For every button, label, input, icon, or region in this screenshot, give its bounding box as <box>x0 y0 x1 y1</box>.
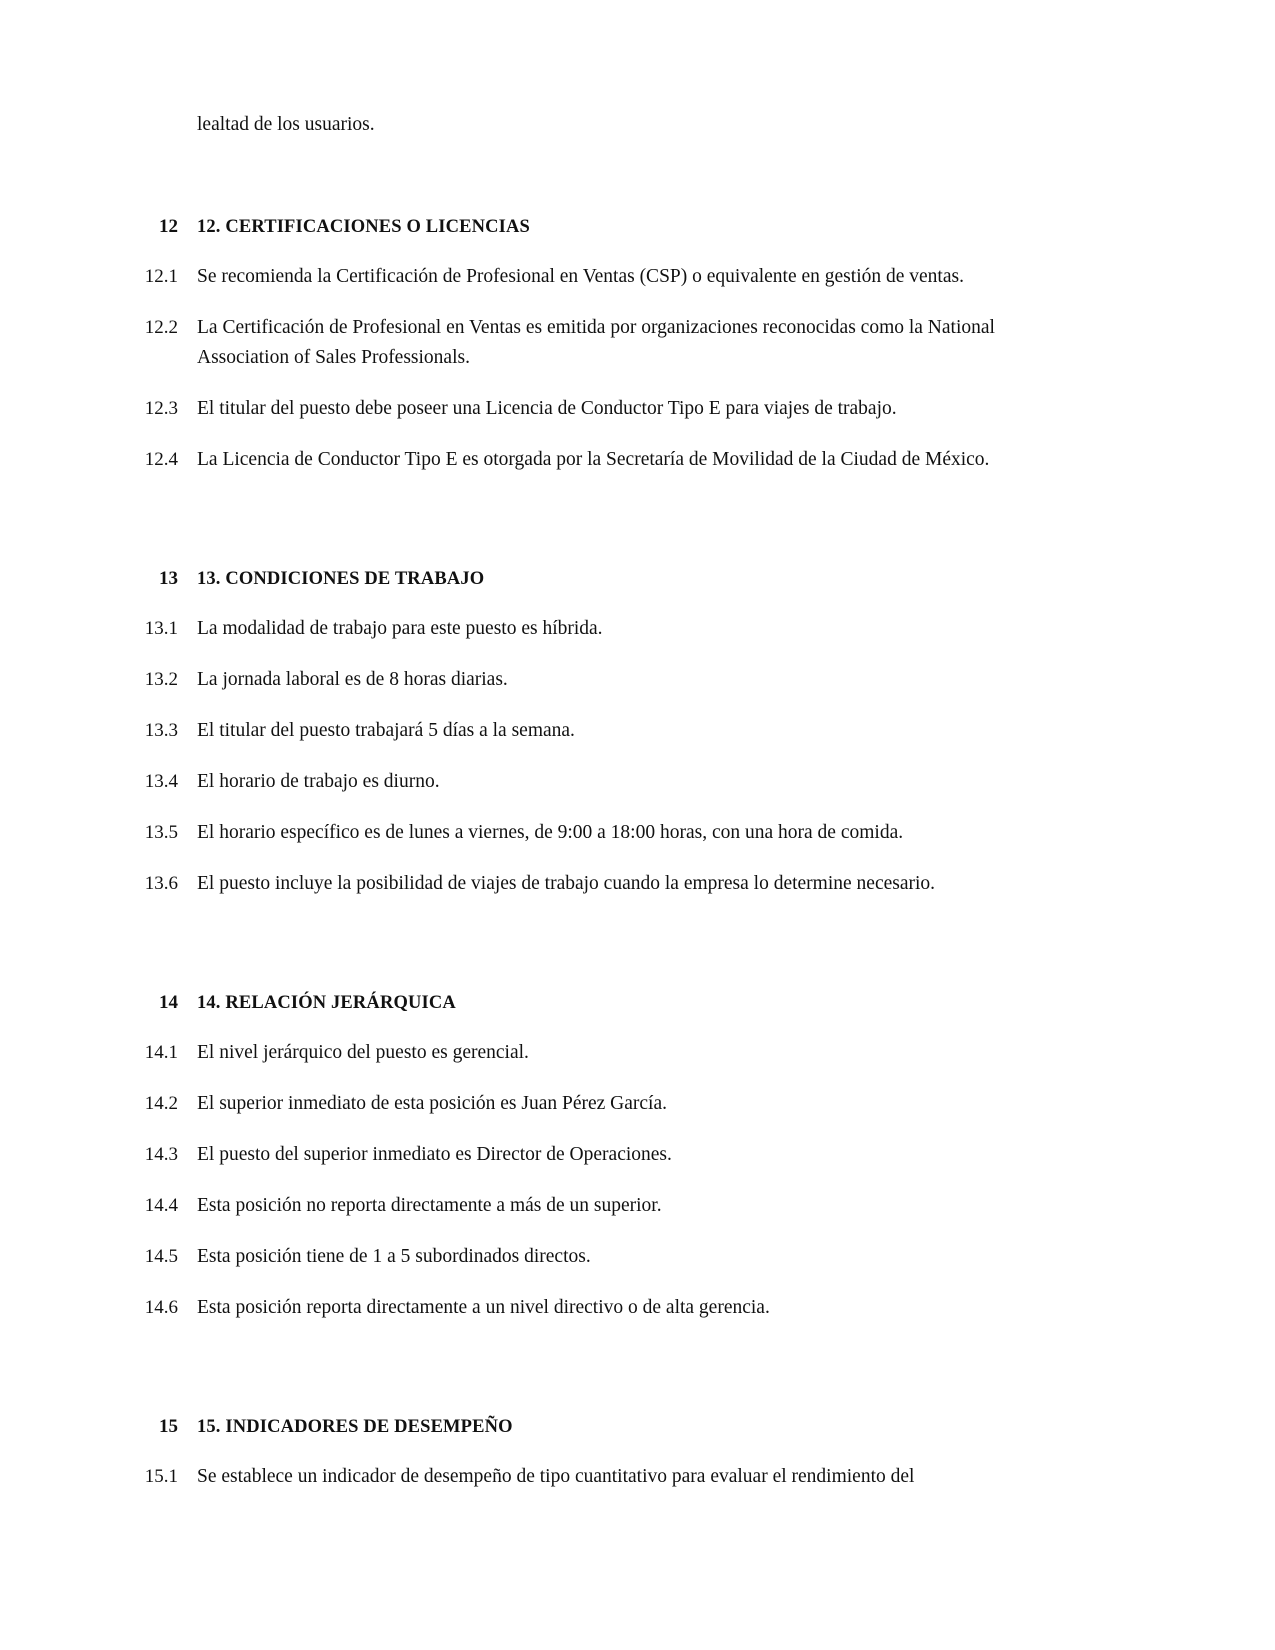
section-title-12: 12. CERTIFICACIONES O LICENCIAS <box>197 217 530 237</box>
clause-text: El nivel jerárquico del puesto es gerencial. <box>197 1042 529 1063</box>
clause-12-2 <box>0 313 1275 373</box>
clause-12-1 <box>0 262 1275 292</box>
clause-13-5 <box>0 818 1275 848</box>
clause-text: El puesto del superior inmediato es Director de Operaciones. <box>197 1144 672 1165</box>
section-number-15: 15 <box>159 1416 178 1437</box>
clause-text: El horario específico es de lunes a viernes, de 9:00 a 18:00 horas, con una hora de comida. <box>197 822 904 843</box>
section-number-13: 13 <box>159 568 178 589</box>
spacer-before-section-15 <box>0 1344 1275 1412</box>
clause-text: La modalidad de trabajo para este puesto es híbrida. <box>197 618 603 639</box>
clause-13-1 <box>0 614 1275 644</box>
clause-text: El puesto incluye la posibilidad de viajes de trabajo cuando la empresa lo determine necesario. <box>197 873 936 894</box>
spacer-after-heading-14 <box>0 1018 1275 1038</box>
clause-text: Se recomienda la Certificación de Profesional en Ventas (CSP) o equivalente en gestión de ventas. <box>197 266 964 287</box>
clause-number: 12.3 <box>144 398 178 419</box>
section-title-13: 13. CONDICIONES DE TRABAJO <box>197 569 485 589</box>
clause-text: Esta posición tiene de 1 a 5 subordinados directos. <box>197 1246 591 1267</box>
clause-text: Esta posición reporta directamente a un nivel directivo o de alta gerencia. <box>197 1297 770 1318</box>
section-heading-12 <box>0 212 1275 242</box>
clause-number: 13.2 <box>144 669 178 690</box>
section-heading-14 <box>0 988 1275 1018</box>
clause-number: 15.1 <box>144 1466 178 1487</box>
section-heading-15 <box>0 1412 1275 1442</box>
clause-number: 13.3 <box>144 720 178 741</box>
clause-13-3 <box>0 716 1275 746</box>
clause-12-4 <box>0 445 1275 475</box>
clause-14-2 <box>0 1089 1275 1119</box>
clause-number: 12.1 <box>144 266 178 287</box>
clause-text: El titular del puesto trabajará 5 días a la semana. <box>197 720 575 741</box>
clause-13-6 <box>0 869 1275 899</box>
clause-14-1 <box>0 1038 1275 1068</box>
clause-number: 12.2 <box>144 317 178 338</box>
clause-number: 13.5 <box>144 822 178 843</box>
spacer-before-section-14 <box>0 920 1275 988</box>
spacer-after-heading-13 <box>0 594 1275 614</box>
spacer-before-section-13 <box>0 496 1275 564</box>
section-title-14: 14. RELACIÓN JERÁRQUICA <box>197 993 456 1013</box>
clause-text: El titular del puesto debe poseer una Licencia de Conductor Tipo E para viajes de trabajo. <box>197 398 897 419</box>
clause-text: El superior inmediato de esta posición es Juan Pérez García. <box>197 1093 668 1114</box>
section-title-15: 15. INDICADORES DE DESEMPEÑO <box>197 1417 513 1437</box>
clause-number: 14.4 <box>144 1195 178 1216</box>
clause-number: 14.5 <box>144 1246 178 1267</box>
section-number-14: 14 <box>159 992 178 1013</box>
spacer-after-heading-12 <box>0 242 1275 262</box>
clause-number: 13.4 <box>144 771 178 792</box>
clause-14-5 <box>0 1242 1275 1272</box>
clause-text: Se establece un indicador de desempeño de tipo cuantitativo para evaluar el rendimiento del <box>197 1466 915 1487</box>
clause-text: La Certificación de Profesional en Ventas es emitida por organizaciones reconocidas como la National Association of Sales Professionals. <box>197 317 995 368</box>
clause-number: 12.4 <box>144 449 178 470</box>
clause-13-4 <box>0 767 1275 797</box>
clause-text: Esta posición no reporta directamente a más de un superior. <box>197 1195 662 1216</box>
section-heading-13 <box>0 564 1275 594</box>
clause-number: 14.6 <box>144 1297 178 1318</box>
clause-15-1 <box>0 1462 1275 1492</box>
clause-number: 14.3 <box>144 1144 178 1165</box>
clause-number: 13.6 <box>144 873 178 894</box>
spacer-after-continuation <box>0 140 1275 212</box>
clause-number: 14.1 <box>144 1042 178 1063</box>
clause-14-4 <box>0 1191 1275 1221</box>
top-margin-spacer <box>0 0 1275 110</box>
clause-text: La Licencia de Conductor Tipo E es otorgada por la Secretaría de Movilidad de la Ciudad de México. <box>197 449 990 470</box>
clause-14-6 <box>0 1293 1275 1323</box>
clause-13-2 <box>0 665 1275 695</box>
spacer-after-heading-15 <box>0 1442 1275 1462</box>
clause-number: 14.2 <box>144 1093 178 1114</box>
clause-number: 13.1 <box>144 618 178 639</box>
clause-text: La jornada laboral es de 8 horas diarias. <box>197 669 508 690</box>
clause-12-3 <box>0 394 1275 424</box>
section-number-12: 12 <box>159 216 178 237</box>
clause-text: El horario de trabajo es diurno. <box>197 771 440 792</box>
continuation-line: lealtad de los usuarios. <box>197 114 375 135</box>
clause-14-3 <box>0 1140 1275 1170</box>
